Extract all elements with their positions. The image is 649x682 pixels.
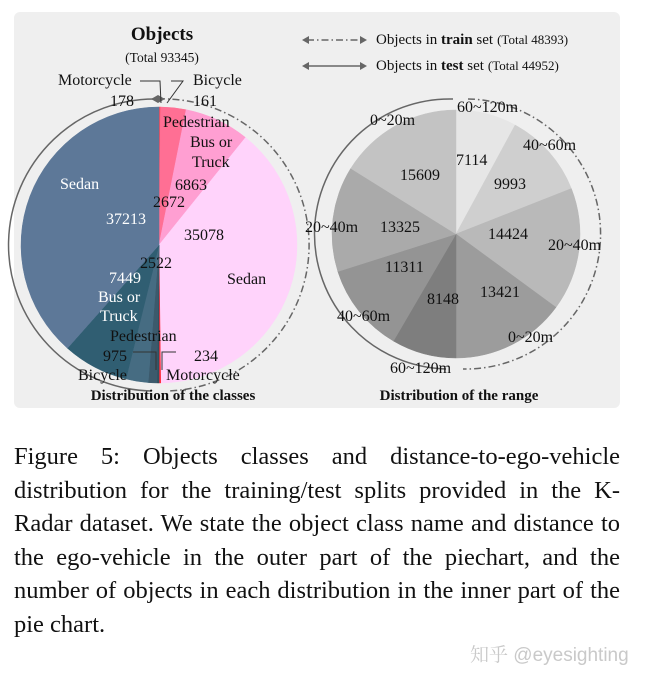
value-sedan-train: 35078: [184, 227, 224, 244]
range-value-40-60-train: 9993: [494, 176, 526, 193]
range-label-40-60-test: 40~60m: [337, 308, 391, 325]
label-sedan-train: Sedan: [227, 271, 267, 288]
range-value-20-40-test: 13325: [380, 219, 420, 236]
range-value-60-120-test: 8148: [427, 291, 459, 308]
legend-test-arrow-left: [302, 62, 309, 70]
range-chart-xlabel: Distribution of the range: [379, 388, 539, 404]
class-chart-title: Objects: [130, 24, 194, 45]
label-bus-test-2: Truck: [100, 308, 138, 325]
value-pedestrian-train: 2672: [153, 194, 185, 211]
class-chart-xlabel: Distribution of the classes: [90, 388, 256, 404]
value-bicycle-train: 161: [193, 93, 217, 110]
legend-train-text: Objects in train set (Total 48393): [376, 32, 569, 48]
value-bicycle-test: 975: [103, 348, 127, 365]
class-chart-subtitle: (Total 93345): [125, 50, 199, 65]
label-sedan-test: Sedan: [60, 176, 100, 193]
figure-caption: Figure 5: Objects classes and distance-to-ego-vehicle distribution for the training/test splits provided in the K-Radar dataset. We state the object class name and distance to the ego-vehicle in the outer part of the piechart, and the number of objects in each distribution in the inner part of the pie chart.: [14, 443, 620, 638]
train-arrowhead: [158, 95, 165, 103]
value-motorcycle-test: 234: [194, 348, 218, 365]
legend-test-arrow-right: [360, 62, 367, 70]
range-value-0-20-test: 15609: [400, 167, 440, 184]
label-pedestrian-test: Pedestrian: [110, 328, 177, 345]
label-bicycle-test: Bicycle: [78, 367, 127, 384]
value-pedestrian-test: 2522: [140, 255, 172, 272]
label-bus-train-2: Truck: [192, 154, 230, 171]
value-motorcycle-train: 178: [110, 93, 134, 110]
range-value-20-40-train: 14424: [488, 226, 528, 243]
range-value-40-60-test: 11311: [385, 259, 424, 276]
range-value-0-20-train: 13421: [480, 284, 520, 301]
value-bus-train: 6863: [175, 177, 207, 194]
range-value-60-120-train: 7114: [456, 152, 488, 169]
value-bus-test: 7449: [109, 270, 141, 287]
label-motorcycle-train: Motorcycle: [58, 72, 132, 89]
value-sedan-test: 37213: [106, 211, 146, 228]
legend-train-arrow-left: [302, 36, 309, 44]
label-bus-test-1: Bus or: [98, 289, 141, 306]
label-motorcycle-test: Motorcycle: [166, 367, 240, 384]
range-label-40-60-train: 40~60m: [523, 137, 577, 154]
range-label-60-120-train: 60~120m: [457, 99, 519, 116]
label-bus-train-1: Bus or: [190, 134, 233, 151]
watermark: 知乎 @eyesighting: [470, 645, 629, 666]
range-label-0-20-test: 0~20m: [370, 112, 416, 129]
range-label-20-40-test: 20~40m: [305, 219, 359, 236]
range-label-20-40-train: 20~40m: [548, 237, 602, 254]
legend-test-text: Objects in test set (Total 44952): [376, 58, 559, 74]
legend: [302, 32, 568, 74]
label-bicycle-train: Bicycle: [193, 72, 242, 89]
test-arrowhead: [151, 95, 158, 103]
legend-train-arrow-right: [360, 36, 367, 44]
range-label-0-20-train: 0~20m: [508, 329, 554, 346]
range-label-60-120-test: 60~120m: [390, 360, 452, 377]
label-pedestrian-train: Pedestrian: [163, 114, 230, 131]
